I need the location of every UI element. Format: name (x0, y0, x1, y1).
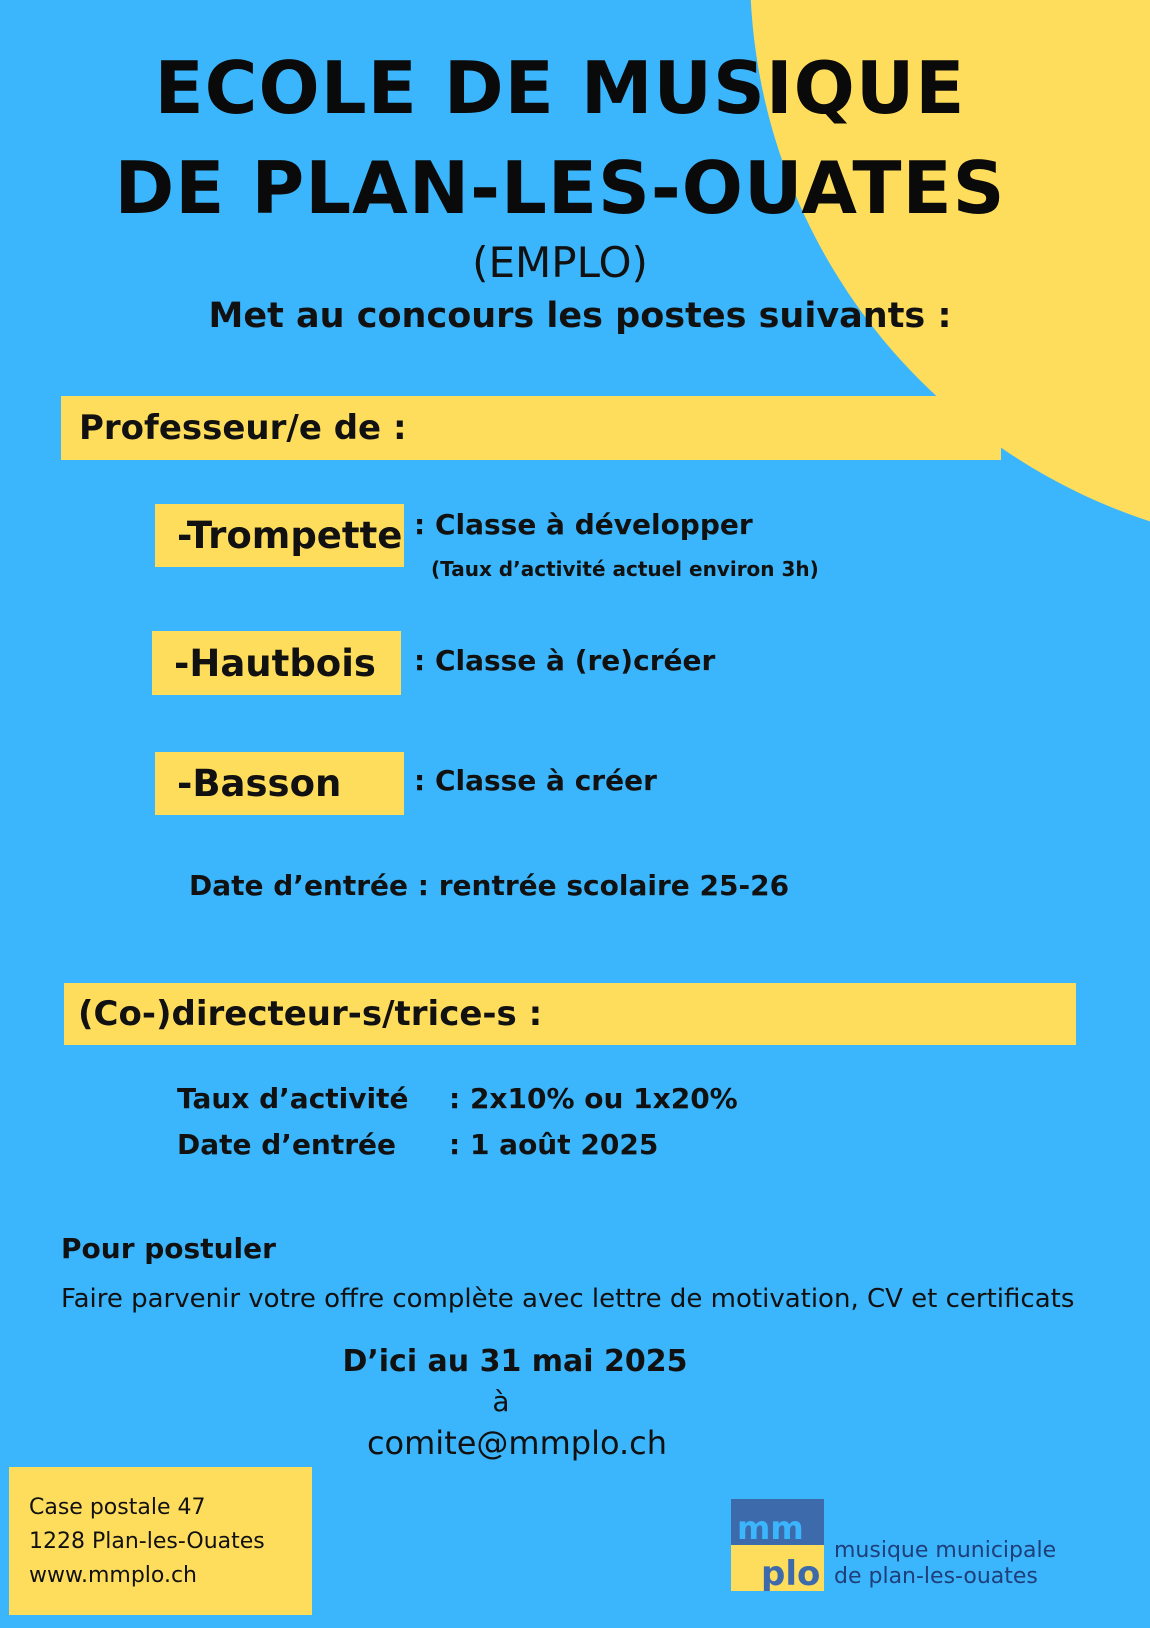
direction-rate-label: Taux d’activité (177, 1082, 409, 1115)
instrument-description: : Classe à (re)créer (414, 644, 716, 677)
logo-mark-top: mm (737, 1509, 804, 1547)
logo-name-line: de plan-les-ouates (834, 1564, 1038, 1589)
direction-rate-value: : 2x10% ou 1x20% (449, 1082, 738, 1115)
apply-deadline: D’ici au 31 mai 2025 (342, 1344, 688, 1379)
intro-text: Met au concours les postes suivants : (208, 296, 952, 336)
mmplo-logo (731, 1499, 826, 1591)
instrument-tag-basson (155, 752, 404, 815)
title-line-2: DE PLAN-LES-OUATES (114, 146, 1006, 230)
postal-address (9, 1467, 312, 1615)
instrument-label: -Hautbois (174, 641, 376, 685)
logo-wordmark (834, 1538, 1056, 1590)
website-link[interactable]: www.mmplo.ch (29, 1563, 197, 1588)
instrument-label: -Trompette (177, 514, 403, 557)
school-abbreviation: (EMPLO) (472, 238, 648, 287)
professeur-start-date: Date d’entrée : rentrée scolaire 25-26 (189, 869, 790, 902)
logo-name-line: musique municipale (834, 1538, 1057, 1563)
address-line: 1228 Plan-les-Ouates (29, 1529, 265, 1554)
instrument-description: : Classe à développer (414, 508, 753, 541)
professeur-heading (61, 396, 1001, 460)
instrument-note: (Taux d’activité actuel environ 3h) (431, 557, 819, 581)
direction-date-value: : 1 août 2025 (449, 1128, 659, 1161)
instrument-label: -Basson (177, 762, 342, 805)
apply-heading: Pour postuler (61, 1232, 276, 1265)
professeur-heading-label: Professeur/e de : (79, 408, 407, 448)
direction-heading (64, 983, 1076, 1045)
apply-instructions: Faire parvenir votre offre complète avec lettre de motivation, CV et certificats (61, 1284, 1075, 1314)
instrument-tag-hautbois (152, 631, 401, 695)
contact-email[interactable]: comite@mmplo.ch (366, 1424, 668, 1462)
apply-to: à (492, 1385, 510, 1418)
instrument-tag-trompette (155, 504, 404, 567)
title-line-1: ECOLE DE MUSIQUE (154, 46, 966, 130)
direction-date-label: Date d’entrée (177, 1128, 397, 1161)
address-line: Case postale 47 (29, 1495, 206, 1520)
logo-mark-bottom: plo (761, 1554, 821, 1591)
direction-heading-label: (Co-)directeur-s/trice-s : (78, 994, 543, 1034)
instrument-description: : Classe à créer (414, 764, 657, 797)
